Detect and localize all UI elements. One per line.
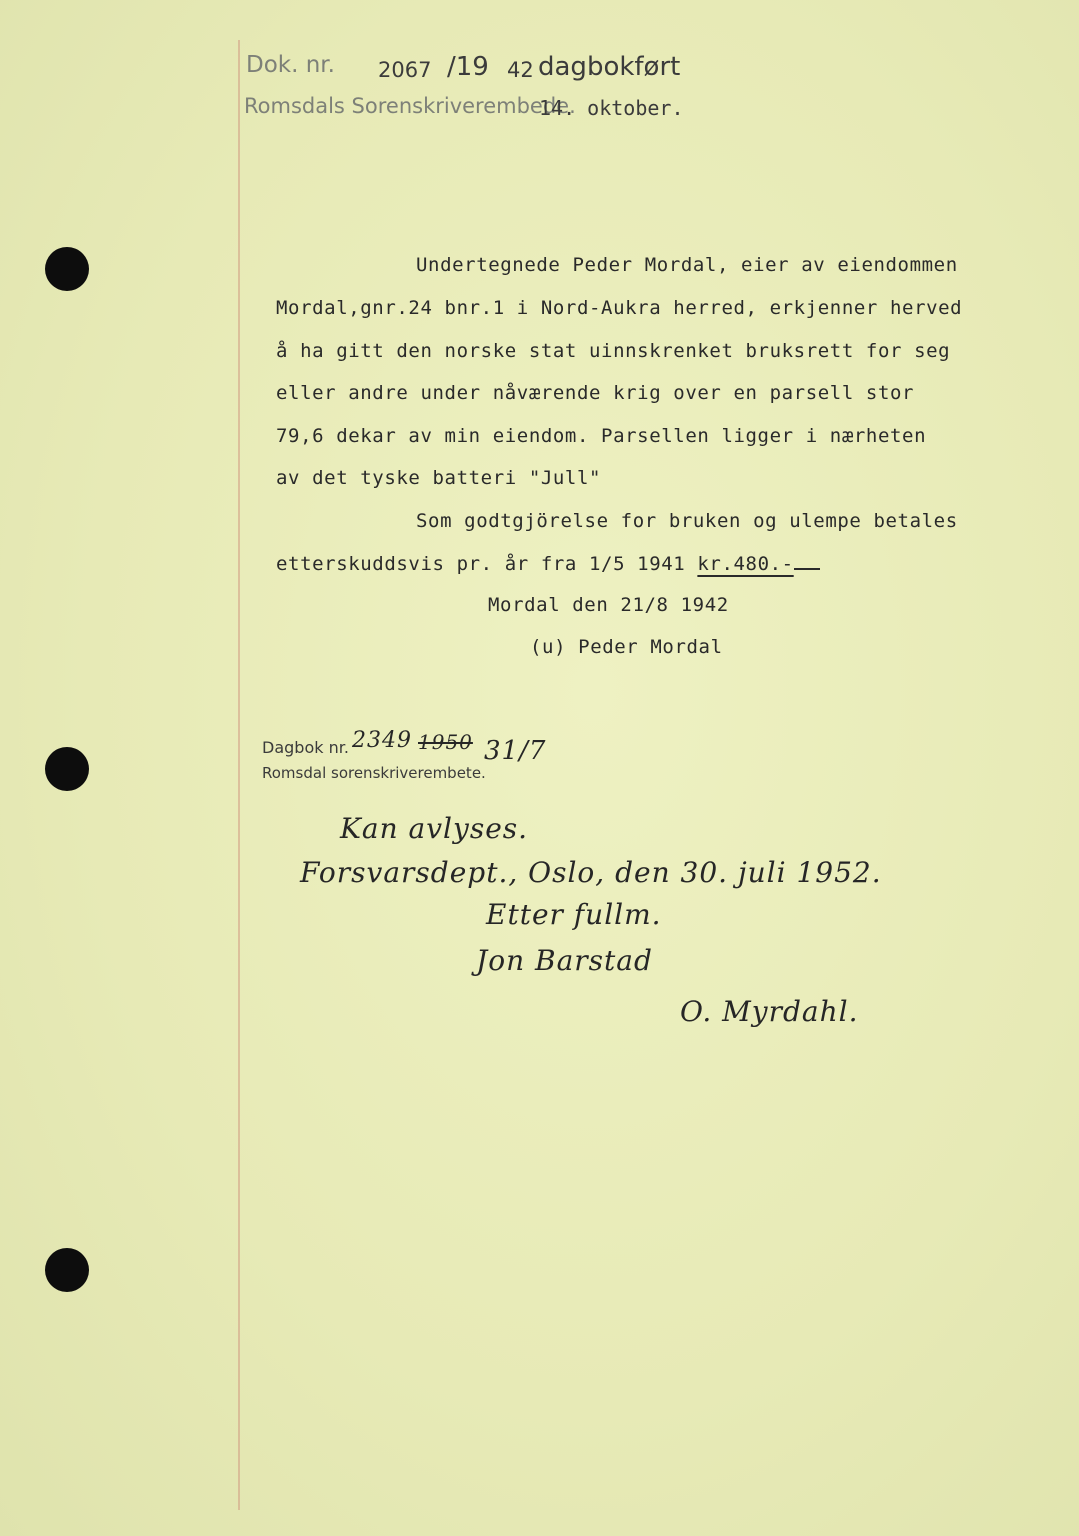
body-line-1: Undertegnede Peder Mordal, eier av eiendommen [416, 254, 958, 276]
body-line-2: Mordal,gnr.24 bnr.1 i Nord-Aukra herred, erkjenner herved [276, 297, 963, 319]
amount-underline-tail [794, 567, 820, 570]
dagbok-prefix: Dagbok nr. [262, 738, 349, 757]
payment-terms: etterskuddsvis pr. år fra 1/5 1941 [276, 553, 686, 575]
body-line-6: av det tyske batteri "Jull" [276, 467, 602, 489]
margin-rule [238, 40, 240, 1510]
punch-hole-top [45, 247, 89, 291]
dok-slash-year: /19 [447, 52, 489, 82]
handwritten-line-1: Kan avlyses. [340, 812, 529, 845]
handwritten-line-3: Etter fullm. [486, 898, 662, 931]
header-date: 14. oktober. [539, 96, 684, 120]
dagbok-date: 31/7 [484, 736, 547, 766]
handwritten-line-4: Jon Barstad [476, 944, 653, 977]
body-line-7: Som godtgjörelse for bruken og ulempe betales [416, 510, 958, 532]
punch-hole-middle [45, 747, 89, 791]
signature-typed: (u) Peder Mordal [530, 636, 723, 658]
dagbok-year: 1950 [418, 730, 473, 754]
handwritten-line-2: Forsvarsdept., Oslo, den 30. juli 1952. [300, 856, 882, 889]
payment-amount: kr.480.- [697, 553, 794, 575]
body-line-5: 79,6 dekar av min eiendom. Parsellen ligger i nærheten [276, 425, 927, 447]
body-line-3: å ha gitt den norske stat uinnskrenket bruksrett for seg [276, 340, 951, 362]
punch-hole-bottom [45, 1248, 89, 1292]
dok-year: 42 [507, 58, 534, 82]
dagbok-office: Romsdal sorenskriverembete. [262, 764, 486, 782]
dagbokfort-label: dagbokført [538, 52, 681, 82]
body-line-4: eller andre under nåværende krig over en parsell stor [276, 382, 915, 404]
office-name: Romsdals Sorenskriverembede. [244, 94, 576, 118]
dok-number: 2067 [378, 58, 432, 82]
dagbok-number: 2349 [352, 728, 412, 753]
place-date: Mordal den 21/8 1942 [488, 594, 729, 616]
body-line-8 [276, 553, 820, 575]
dok-nr-prefix: Dok. nr. [246, 52, 335, 78]
handwritten-line-5: O. Myrdahl. [680, 995, 859, 1028]
